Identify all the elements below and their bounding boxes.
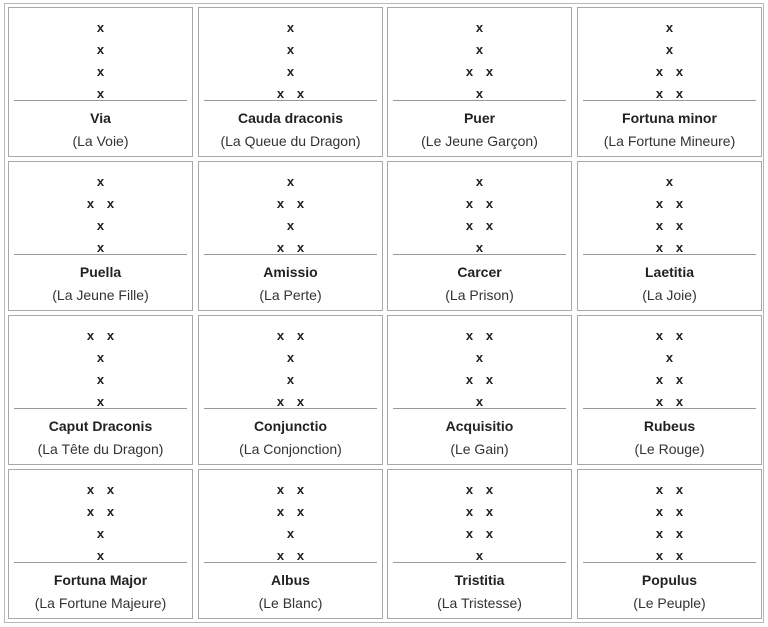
figure-cell <box>387 469 572 619</box>
figure-divider <box>204 408 377 409</box>
figure-line <box>199 501 382 523</box>
figure-translation: (Le Blanc) <box>258 595 323 611</box>
figure-dot: x <box>465 328 474 343</box>
figure-dot: x <box>665 20 674 35</box>
figure-dot: x <box>485 526 494 541</box>
figure-dot: x <box>665 350 674 365</box>
figure-dot: x <box>465 504 474 519</box>
figure-dot: x <box>475 548 484 563</box>
figure-dot: x <box>286 42 295 57</box>
figure-dot: x <box>475 42 484 57</box>
figure-name: Rubeus <box>643 418 696 434</box>
figure-dot: x <box>485 504 494 519</box>
figure-name: Albus <box>271 572 310 588</box>
figure-divider <box>393 562 566 563</box>
figure-dot: x <box>296 394 305 409</box>
figure-dot: x <box>286 218 295 233</box>
figure-line <box>9 215 192 237</box>
figure-line <box>388 237 571 259</box>
figure-line <box>578 347 761 369</box>
figure-line <box>199 83 382 105</box>
figure-dot: x <box>86 482 95 497</box>
figure-dot: x <box>675 196 684 211</box>
figure-dot: x <box>475 20 484 35</box>
figure-line <box>578 391 761 413</box>
figure-divider <box>14 100 187 101</box>
figure-dot: x <box>96 174 105 189</box>
figure-line <box>578 39 761 61</box>
figure-line <box>199 479 382 501</box>
figure-dot: x <box>655 86 664 101</box>
figure-line <box>578 215 761 237</box>
figure-dot: x <box>96 526 105 541</box>
figure-dot: x <box>276 394 285 409</box>
figure-line <box>388 501 571 523</box>
figure-line <box>9 523 192 545</box>
figure-line <box>578 17 761 39</box>
figure-dot: x <box>675 86 684 101</box>
figure-dot: x <box>296 86 305 101</box>
figure-translation: (Le Rouge) <box>634 441 705 457</box>
figure-cell <box>577 161 762 311</box>
figure-dot: x <box>655 218 664 233</box>
figure-name: Puer <box>463 110 496 126</box>
figure-dot: x <box>296 504 305 519</box>
figure-line <box>578 523 761 545</box>
figure-name: Via <box>90 110 111 126</box>
figure-name: Conjunctio <box>253 418 328 434</box>
figure-line <box>388 545 571 567</box>
figure-dot: x <box>86 504 95 519</box>
figure-dot: x <box>675 64 684 79</box>
figure-dot: x <box>276 86 285 101</box>
figure-dot: x <box>655 394 664 409</box>
figure-dot: x <box>485 64 494 79</box>
figure-cell <box>577 7 762 157</box>
figure-line <box>199 545 382 567</box>
figure-dot: x <box>276 240 285 255</box>
figure-dot: x <box>286 372 295 387</box>
figure-dot: x <box>655 526 664 541</box>
figure-dot: x <box>296 548 305 563</box>
figure-line <box>199 391 382 413</box>
figure-line <box>199 215 382 237</box>
figure-line <box>9 347 192 369</box>
figure-translation: (La Fortune Majeure) <box>34 595 167 611</box>
figure-line <box>578 83 761 105</box>
figure-divider <box>393 408 566 409</box>
figure-cell <box>198 315 383 465</box>
figure-dot: x <box>465 218 474 233</box>
figure-dot: x <box>475 174 484 189</box>
figure-divider <box>14 408 187 409</box>
figure-dot: x <box>675 504 684 519</box>
figure-name: Amissio <box>263 264 318 280</box>
figure-line <box>9 193 192 215</box>
figure-name: Puella <box>79 264 122 280</box>
figure-line <box>388 523 571 545</box>
figure-dot: x <box>86 328 95 343</box>
figure-line <box>578 545 761 567</box>
figure-line <box>578 61 761 83</box>
figure-translation: (La Perte) <box>259 287 322 303</box>
figure-dot: x <box>276 328 285 343</box>
figure-dot: x <box>286 20 295 35</box>
figure-dot: x <box>106 482 115 497</box>
figure-line <box>9 17 192 39</box>
figure-line <box>578 479 761 501</box>
figure-dot: x <box>96 240 105 255</box>
figure-line <box>578 237 761 259</box>
figure-line <box>388 171 571 193</box>
figure-cell <box>198 469 383 619</box>
figure-divider <box>393 254 566 255</box>
figure-line <box>199 17 382 39</box>
figure-line <box>199 237 382 259</box>
figure-name: Caput Draconis <box>48 418 153 434</box>
figure-dot: x <box>655 504 664 519</box>
figure-dot: x <box>465 64 474 79</box>
figure-dot: x <box>286 350 295 365</box>
figure-dot: x <box>286 174 295 189</box>
geomancy-figures-table <box>4 3 764 623</box>
figure-line <box>199 523 382 545</box>
figure-dot: x <box>465 526 474 541</box>
figure-cell <box>577 315 762 465</box>
figure-line <box>388 83 571 105</box>
figure-line <box>9 391 192 413</box>
figure-dot: x <box>675 372 684 387</box>
figure-dot: x <box>475 394 484 409</box>
figure-line <box>9 325 192 347</box>
figure-dot: x <box>675 240 684 255</box>
figure-dot: x <box>485 482 494 497</box>
figure-dot: x <box>485 196 494 211</box>
figure-line <box>9 479 192 501</box>
figure-line <box>199 39 382 61</box>
figure-cell <box>387 7 572 157</box>
figure-dot: x <box>675 526 684 541</box>
figure-dot: x <box>276 548 285 563</box>
figure-line <box>9 545 192 567</box>
figure-dot: x <box>86 196 95 211</box>
figure-translation: (La Joie) <box>642 287 697 303</box>
figure-line <box>9 39 192 61</box>
figure-line <box>388 325 571 347</box>
figure-cell <box>198 7 383 157</box>
figure-dot: x <box>96 218 105 233</box>
figure-dot: x <box>96 86 105 101</box>
figure-cell <box>387 161 572 311</box>
figure-dot: x <box>465 372 474 387</box>
figure-translation: (La Tête du Dragon) <box>37 441 164 457</box>
figure-dot: x <box>655 328 664 343</box>
figure-dot: x <box>465 196 474 211</box>
figure-dot: x <box>485 372 494 387</box>
figure-line <box>388 215 571 237</box>
figure-dot: x <box>475 240 484 255</box>
figure-line <box>9 369 192 391</box>
figure-dot: x <box>276 504 285 519</box>
figure-translation: (La Tristesse) <box>437 595 522 611</box>
figure-cell <box>8 469 193 619</box>
figure-line <box>9 61 192 83</box>
figure-line <box>199 325 382 347</box>
figure-dot: x <box>106 196 115 211</box>
figure-translation: (La Jeune Fille) <box>52 287 149 303</box>
figure-divider <box>583 254 756 255</box>
figure-translation: (Le Jeune Garçon) <box>421 133 538 149</box>
figure-line <box>199 369 382 391</box>
figure-dot: x <box>96 394 105 409</box>
figure-name: Cauda draconis <box>237 110 344 126</box>
figure-dot: x <box>296 482 305 497</box>
figure-dot: x <box>655 482 664 497</box>
figure-line <box>388 347 571 369</box>
figure-translation: (La Prison) <box>445 287 514 303</box>
figure-dot: x <box>475 350 484 365</box>
figure-dot: x <box>96 64 105 79</box>
figure-cell <box>8 315 193 465</box>
figure-dot: x <box>96 350 105 365</box>
figure-dot: x <box>96 372 105 387</box>
figure-dot: x <box>655 548 664 563</box>
figure-dot: x <box>675 218 684 233</box>
figure-divider <box>204 100 377 101</box>
figure-name: Fortuna Major <box>53 572 148 588</box>
figure-dot: x <box>286 526 295 541</box>
figure-translation: (La Queue du Dragon) <box>220 133 361 149</box>
figure-dot: x <box>675 548 684 563</box>
figure-dot: x <box>286 64 295 79</box>
figure-line <box>578 369 761 391</box>
figure-line <box>578 171 761 193</box>
figure-name: Tristitia <box>454 572 505 588</box>
figure-line <box>199 171 382 193</box>
figure-dot: x <box>675 328 684 343</box>
figure-name: Acquisitio <box>445 418 514 434</box>
figure-translation: (Le Peuple) <box>633 595 706 611</box>
figure-line <box>388 39 571 61</box>
figure-dot: x <box>106 504 115 519</box>
figure-line <box>388 193 571 215</box>
figure-dot: x <box>465 482 474 497</box>
figure-line <box>388 61 571 83</box>
figure-dot: x <box>655 64 664 79</box>
figure-line <box>578 501 761 523</box>
figure-divider <box>583 408 756 409</box>
figure-divider <box>393 100 566 101</box>
figure-line <box>9 501 192 523</box>
figure-line <box>388 17 571 39</box>
figure-name: Fortuna minor <box>622 110 717 126</box>
figure-dot: x <box>675 482 684 497</box>
figure-dot: x <box>475 86 484 101</box>
figure-dot: x <box>655 240 664 255</box>
figure-dot: x <box>665 174 674 189</box>
figure-dot: x <box>665 42 674 57</box>
figure-line <box>388 479 571 501</box>
figure-cell <box>577 469 762 619</box>
figure-name: Laetitia <box>644 264 694 280</box>
figure-dot: x <box>675 394 684 409</box>
figure-name: Populus <box>641 572 698 588</box>
figure-dot: x <box>96 20 105 35</box>
figure-line <box>388 369 571 391</box>
figure-divider <box>14 254 187 255</box>
figure-dot: x <box>485 328 494 343</box>
figure-dot: x <box>296 196 305 211</box>
figure-line <box>578 193 761 215</box>
figure-dot: x <box>276 196 285 211</box>
figure-divider <box>204 562 377 563</box>
figure-divider <box>583 562 756 563</box>
figure-line <box>9 83 192 105</box>
figure-dot: x <box>296 240 305 255</box>
figure-cell <box>8 7 193 157</box>
figure-divider <box>14 562 187 563</box>
figure-line <box>199 193 382 215</box>
figure-dot: x <box>276 482 285 497</box>
figure-line <box>199 347 382 369</box>
figure-translation: (La Conjonction) <box>239 441 342 457</box>
figure-translation: (Le Gain) <box>450 441 509 457</box>
figure-dot: x <box>655 372 664 387</box>
figure-dot: x <box>485 218 494 233</box>
figure-dot: x <box>655 196 664 211</box>
figure-line <box>578 325 761 347</box>
figure-translation: (La Fortune Mineure) <box>603 133 736 149</box>
figure-cell <box>198 161 383 311</box>
figure-line <box>199 61 382 83</box>
figure-name: Carcer <box>457 264 502 280</box>
figure-divider <box>583 100 756 101</box>
figure-dot: x <box>96 548 105 563</box>
figure-cell <box>8 161 193 311</box>
figure-line <box>9 237 192 259</box>
figure-dot: x <box>106 328 115 343</box>
figure-divider <box>204 254 377 255</box>
figure-line <box>388 391 571 413</box>
figure-line <box>9 171 192 193</box>
figure-translation: (La Voie) <box>72 133 129 149</box>
figure-dot: x <box>296 328 305 343</box>
figure-dot: x <box>96 42 105 57</box>
figure-cell <box>387 315 572 465</box>
